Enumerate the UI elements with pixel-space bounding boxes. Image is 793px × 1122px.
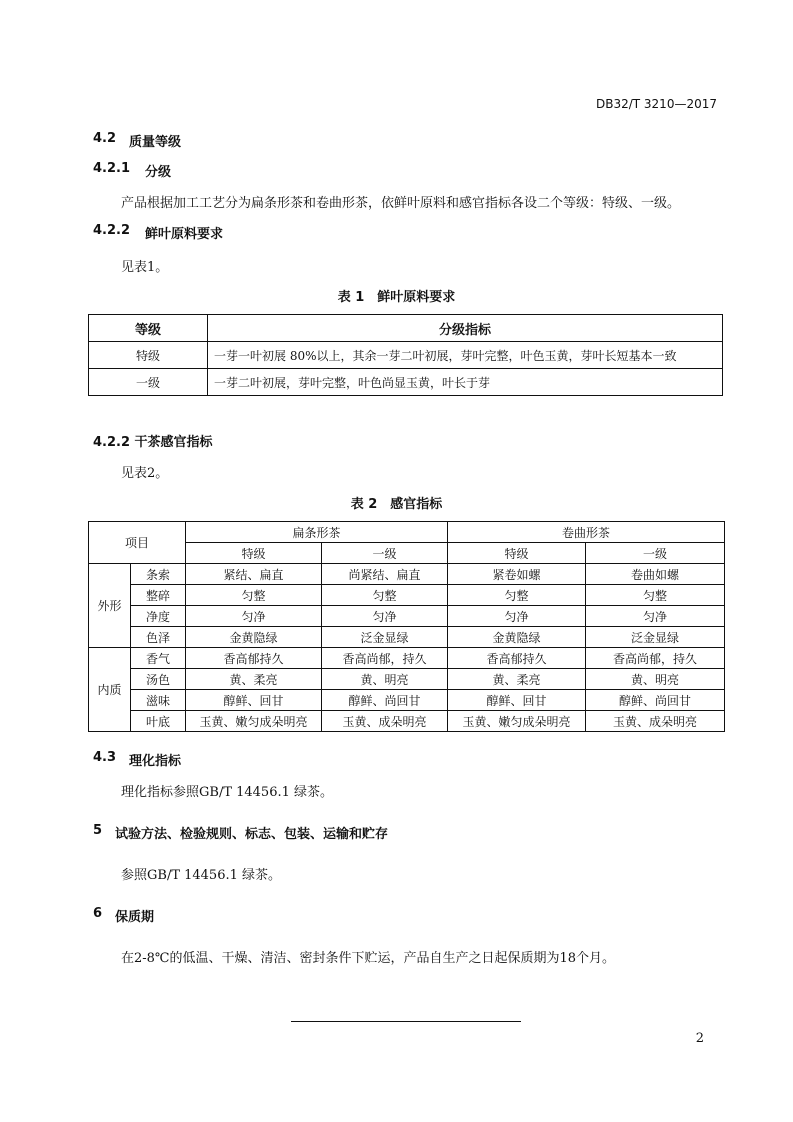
table-2-cell: 匀整 <box>448 585 586 606</box>
table-2-cell: 香高尚郁，持久 <box>322 648 448 669</box>
table-1-header-grade: 等级 <box>89 315 208 342</box>
section-4-2-1-paragraph: 产品根据加工工艺分为扁条形茶和卷曲形茶，依鲜叶原料和感官指标各设二个等级：特级、一级。 <box>121 196 681 211</box>
section-6-paragraph: 在2-8℃的低温、干燥、清洁、密封条件下贮运，产品自生产之日起保质期为18个月。 <box>121 951 616 966</box>
table-2-row-label: 香气 <box>131 648 186 669</box>
table-row <box>89 669 725 690</box>
table-2-grade-header: 特级 <box>186 543 322 564</box>
table-1-grade-cell: 特级 <box>89 342 208 369</box>
table-2-group-flat: 扁条形茶 <box>186 522 448 543</box>
table-1-criteria-cell: 一芽二叶初展，芽叶完整，叶色尚显玉黄，叶长于芽 <box>208 369 723 396</box>
table-2-cell: 卷曲如螺 <box>586 564 725 585</box>
table-2-caption: 表 2 感官指标 <box>350 497 443 512</box>
footer-divider <box>291 1021 521 1022</box>
table-2-cell: 匀净 <box>448 606 586 627</box>
table-2-cell: 尚紧结、扁直 <box>322 564 448 585</box>
table-2-cell: 香高尚郁，持久 <box>586 648 725 669</box>
table-1-header-row <box>89 315 723 342</box>
table-2-cell: 匀净 <box>322 606 448 627</box>
section-4-3-title: 理化指标 <box>129 754 182 769</box>
table-2-item-header: 项目 <box>89 522 186 564</box>
table-2-row-label: 色泽 <box>131 627 186 648</box>
table-2-cell: 金黄隐绿 <box>448 627 586 648</box>
table-2-cell: 玉黄、嫩匀成朵明亮 <box>186 711 322 732</box>
table-2-cell: 匀净 <box>586 606 725 627</box>
table-2-grade-header: 一级 <box>586 543 725 564</box>
table-2-cell: 玉黄、嫩匀成朵明亮 <box>448 711 586 732</box>
table-2-cell: 黄、柔亮 <box>186 669 322 690</box>
table-2-row-label: 滋味 <box>131 690 186 711</box>
table-2-cell: 匀整 <box>586 585 725 606</box>
section-4-3-number: 4.3 <box>93 750 117 765</box>
table-2-row-label: 净度 <box>131 606 186 627</box>
table-2-cell: 黄、明亮 <box>322 669 448 690</box>
table-2-cell: 香高郁持久 <box>448 648 586 669</box>
section-4-2-1-number: 4.2.1 <box>93 161 131 176</box>
table-2-cell: 黄、明亮 <box>586 669 725 690</box>
page-number: 2 <box>695 1031 704 1046</box>
table-row <box>89 606 725 627</box>
table-2-cell: 醇鲜、回甘 <box>448 690 586 711</box>
section-6-number: 6 <box>93 906 103 921</box>
table-row <box>89 564 725 585</box>
table-2-row-label: 条索 <box>131 564 186 585</box>
table-2-cell: 匀净 <box>186 606 322 627</box>
table-row <box>89 369 723 396</box>
section-dry-tea-heading: 4.2.2 干茶感官指标 <box>93 435 213 450</box>
table-2-cell: 紧卷如螺 <box>448 564 586 585</box>
section-4-2-title: 质量等级 <box>129 135 182 150</box>
table-2-cell: 醇鲜、回甘 <box>186 690 322 711</box>
table-row <box>89 585 725 606</box>
section-6-title: 保质期 <box>115 910 155 925</box>
section-4-2-2-number: 4.2.2 <box>93 223 131 238</box>
table-2-grade-header: 特级 <box>448 543 586 564</box>
table-2-cell: 醇鲜、尚回甘 <box>322 690 448 711</box>
section-4-3-paragraph: 理化指标参照GB/T 14456.1 绿茶。 <box>121 785 334 800</box>
table-2-category-inner-quality: 内质 <box>89 648 131 732</box>
table-1-grade-cell: 一级 <box>89 369 208 396</box>
table-row <box>89 627 725 648</box>
table-2-row-label: 汤色 <box>131 669 186 690</box>
table-row <box>89 711 725 732</box>
table-2-row-label: 整碎 <box>131 585 186 606</box>
table-2-cell: 泛金显绿 <box>322 627 448 648</box>
section-4-2-2-paragraph: 见表1。 <box>121 260 169 275</box>
section-4-2-1-title: 分级 <box>145 165 172 180</box>
table-2-cell: 玉黄、成朵明亮 <box>322 711 448 732</box>
table-2-cell: 金黄隐绿 <box>186 627 322 648</box>
table-2-category-appearance: 外形 <box>89 564 131 648</box>
table-1-header-criteria: 分级指标 <box>208 315 723 342</box>
table-row <box>89 690 725 711</box>
table-2-cell: 匀整 <box>186 585 322 606</box>
section-4-2-number: 4.2 <box>93 131 117 146</box>
table-2-cell: 玉黄、成朵明亮 <box>586 711 725 732</box>
table-2-cell: 黄、柔亮 <box>448 669 586 690</box>
section-5-number: 5 <box>93 823 103 838</box>
table-1-caption: 表 1 鲜叶原料要求 <box>337 290 456 305</box>
table-1-criteria-cell: 一芽一叶初展 80%以上，其余一芽二叶初展，芽叶完整，叶色玉黄，芽叶长短基本一致 <box>208 342 723 369</box>
table-1 <box>88 314 723 396</box>
section-5-paragraph: 参照GB/T 14456.1 绿茶。 <box>121 868 282 883</box>
table-2-cell: 香高郁持久 <box>186 648 322 669</box>
table-2-cell: 泛金显绿 <box>586 627 725 648</box>
table-2-row-label: 叶底 <box>131 711 186 732</box>
table-2 <box>88 521 725 732</box>
section-5-title: 试验方法、检验规则、标志、包装、运输和贮存 <box>115 827 389 842</box>
document-code: DB32/T 3210—2017 <box>595 97 717 111</box>
table-2-cell: 紧结、扁直 <box>186 564 322 585</box>
table-2-group-curled: 卷曲形茶 <box>448 522 725 543</box>
table-2-cell: 匀整 <box>322 585 448 606</box>
section-4-2-2-title: 鲜叶原料要求 <box>145 227 224 242</box>
table-2-cell: 醇鲜、尚回甘 <box>586 690 725 711</box>
table-row <box>89 648 725 669</box>
table-2-grade-header: 一级 <box>322 543 448 564</box>
table-row <box>89 342 723 369</box>
section-dry-tea-paragraph: 见表2。 <box>121 466 169 481</box>
